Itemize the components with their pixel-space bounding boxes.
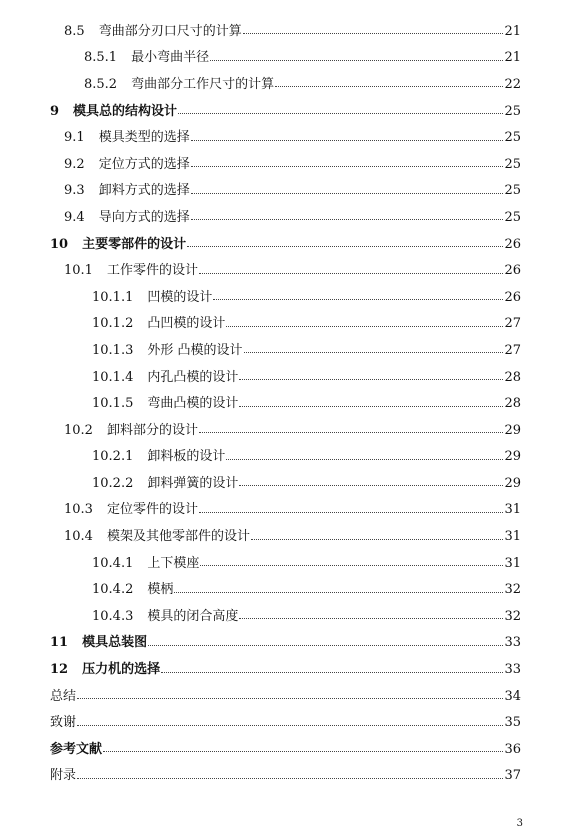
toc-entry-title: 模具类型的选择	[98, 130, 190, 146]
toc-entry-title: 内孔凸模的设计	[147, 369, 239, 385]
toc-entry-number: 8.5.1	[84, 50, 118, 66]
toc-entry-title: 最小弯曲半径	[131, 50, 210, 66]
toc-entry[interactable]	[0, 45, 581, 72]
toc-entry-title: 参考文献	[50, 741, 103, 757]
toc-entry-title: 模架及其他零部件的设计	[106, 529, 250, 545]
toc-entry-number: 10.2.1	[92, 449, 134, 465]
toc-leader-dots	[200, 564, 503, 566]
toc-entry-number: 10.1	[64, 263, 93, 279]
toc-entry[interactable]	[0, 550, 581, 577]
toc-leader-dots	[239, 405, 503, 407]
toc-entry-title: 模具总的结构设计	[73, 103, 178, 119]
toc-entry-number: 9.3	[64, 183, 85, 199]
toc-entry-title: 模具总装图	[82, 635, 148, 651]
toc-entry[interactable]	[0, 497, 581, 524]
toc-entry-title: 模柄	[147, 582, 174, 598]
toc-entry-number: 12	[50, 662, 69, 678]
toc-entry-page: 25	[504, 183, 521, 199]
toc-entry-title: 卸料方式的选择	[98, 183, 190, 199]
toc-entry-page: 25	[504, 130, 521, 146]
toc-entry-title: 外形 凸模的设计	[147, 342, 243, 358]
toc-leader-dots	[148, 644, 503, 646]
toc-entry-page: 35	[504, 715, 521, 731]
toc-entry-number: 10.1.1	[92, 289, 134, 305]
toc-entry-number: 10	[50, 236, 69, 252]
toc-entry[interactable]	[0, 683, 581, 710]
toc-entry[interactable]	[0, 284, 581, 311]
toc-entry[interactable]	[0, 18, 581, 45]
toc-entry-page: 27	[504, 316, 521, 332]
toc-leader-dots	[103, 750, 503, 752]
toc-entry[interactable]	[0, 71, 581, 98]
toc-entry-page: 36	[504, 741, 521, 757]
toc-leader-dots	[199, 511, 503, 513]
toc-entry[interactable]	[0, 204, 581, 231]
toc-entry[interactable]	[0, 257, 581, 284]
toc-entry-page: 25	[504, 156, 521, 172]
toc-leader-dots	[213, 298, 503, 300]
toc-leader-dots	[251, 538, 503, 540]
table-of-contents	[0, 18, 581, 789]
toc-entry-number: 10.3	[64, 502, 93, 518]
toc-entry[interactable]	[0, 231, 581, 258]
toc-entry[interactable]	[0, 523, 581, 550]
toc-leader-dots	[239, 378, 503, 380]
toc-entry-title: 总结	[50, 688, 77, 704]
toc-entry-title: 卸料板的设计	[147, 449, 226, 465]
toc-entry-title: 导向方式的选择	[98, 209, 190, 225]
toc-entry-number: 10.1.3	[92, 342, 134, 358]
toc-entry-page: 37	[504, 768, 521, 784]
toc-leader-dots	[199, 272, 503, 274]
toc-leader-dots	[226, 458, 503, 460]
toc-entry[interactable]	[0, 311, 581, 338]
toc-entry-title: 卸料弹簧的设计	[147, 475, 239, 491]
toc-entry-title: 致谢	[50, 715, 77, 731]
toc-entry-number: 9	[50, 103, 60, 119]
toc-entry[interactable]	[0, 656, 581, 683]
toc-entry-page: 33	[504, 635, 521, 651]
toc-entry-title: 压力机的选择	[82, 662, 161, 678]
toc-leader-dots	[77, 697, 503, 699]
toc-entry-page: 31	[504, 529, 521, 545]
toc-leader-dots	[244, 351, 504, 353]
toc-entry-page: 32	[504, 608, 521, 624]
toc-entry-title: 弯曲部分刃口尺寸的计算	[98, 23, 242, 39]
toc-leader-dots	[191, 139, 504, 141]
toc-entry-number: 8.5.2	[84, 76, 118, 92]
toc-entry-title: 凸凹模的设计	[147, 316, 226, 332]
toc-entry-page: 26	[504, 263, 521, 279]
toc-entry-number: 10.1.2	[92, 316, 134, 332]
toc-entry-number: 9.1	[64, 130, 85, 146]
toc-entry-title: 主要零部件的设计	[82, 236, 187, 252]
toc-entry-number: 10.4	[64, 529, 93, 545]
toc-entry-title: 工作零件的设计	[106, 263, 198, 279]
toc-leader-dots	[226, 325, 503, 327]
toc-entry[interactable]	[0, 763, 581, 790]
toc-leader-dots	[239, 617, 503, 619]
toc-leader-dots	[243, 32, 504, 34]
toc-entry[interactable]	[0, 124, 581, 151]
toc-leader-dots	[191, 165, 504, 167]
toc-entry-number: 10.4.3	[92, 608, 134, 624]
toc-entry-page: 28	[504, 369, 521, 385]
toc-entry-title: 定位方式的选择	[98, 156, 190, 172]
toc-entry-number: 9.2	[64, 156, 85, 172]
page-number: 3	[516, 818, 523, 829]
toc-entry[interactable]	[0, 151, 581, 178]
toc-entry[interactable]	[0, 178, 581, 205]
toc-entry-page: 25	[504, 103, 521, 119]
toc-entry[interactable]	[0, 444, 581, 471]
toc-leader-dots	[161, 671, 503, 673]
toc-entry[interactable]	[0, 417, 581, 444]
toc-entry-number: 10.1.5	[92, 396, 134, 412]
toc-leader-dots	[174, 591, 503, 593]
toc-entry-number: 10.4.2	[92, 582, 134, 598]
toc-entry-page: 25	[504, 209, 521, 225]
toc-entry-title: 弯曲凸模的设计	[147, 396, 239, 412]
toc-entry-page: 26	[504, 236, 521, 252]
toc-leader-dots	[178, 112, 503, 114]
toc-entry-page: 31	[504, 502, 521, 518]
toc-entry[interactable]	[0, 736, 581, 763]
toc-entry-title: 模具的闭合高度	[147, 608, 239, 624]
toc-entry-page: 27	[504, 342, 521, 358]
toc-entry[interactable]	[0, 603, 581, 630]
toc-entry-page: 29	[504, 475, 521, 491]
toc-entry-title: 凹模的设计	[147, 289, 213, 305]
toc-entry-page: 33	[504, 662, 521, 678]
toc-entry-number: 10.1.4	[92, 369, 134, 385]
toc-leader-dots	[77, 777, 503, 779]
toc-entry-number: 8.5	[64, 23, 85, 39]
toc-leader-dots	[210, 59, 503, 61]
toc-entry[interactable]	[0, 576, 581, 603]
toc-entry-page: 34	[504, 688, 521, 704]
toc-entry[interactable]	[0, 630, 581, 657]
toc-entry[interactable]	[0, 364, 581, 391]
toc-entry-title: 卸料部分的设计	[106, 422, 198, 438]
toc-entry[interactable]	[0, 390, 581, 417]
toc-leader-dots	[187, 245, 503, 247]
toc-leader-dots	[275, 85, 503, 87]
toc-leader-dots	[199, 431, 503, 433]
toc-entry[interactable]	[0, 709, 581, 736]
toc-entry-page: 29	[504, 422, 521, 438]
toc-entry-title: 附录	[50, 768, 77, 784]
toc-entry-page: 21	[504, 50, 521, 66]
toc-leader-dots	[239, 484, 503, 486]
toc-entry[interactable]	[0, 337, 581, 364]
toc-entry-title: 弯曲部分工作尺寸的计算	[131, 76, 275, 92]
toc-entry[interactable]	[0, 98, 581, 125]
toc-entry-number: 10.2	[64, 422, 93, 438]
toc-entry-number: 10.4.1	[92, 555, 134, 571]
toc-leader-dots	[191, 192, 504, 194]
toc-entry-number: 10.2.2	[92, 475, 134, 491]
toc-entry-page: 21	[504, 23, 521, 39]
toc-leader-dots	[191, 218, 504, 220]
toc-leader-dots	[77, 724, 503, 726]
toc-entry-number: 11	[50, 635, 69, 651]
toc-entry-number: 9.4	[64, 209, 85, 225]
toc-entry-page: 32	[504, 582, 521, 598]
toc-entry[interactable]	[0, 470, 581, 497]
toc-entry-title: 上下模座	[147, 555, 200, 571]
toc-entry-page: 28	[504, 396, 521, 412]
toc-entry-page: 31	[504, 555, 521, 571]
toc-entry-title: 定位零件的设计	[106, 502, 198, 518]
toc-entry-page: 22	[504, 76, 521, 92]
toc-entry-page: 26	[504, 289, 521, 305]
toc-entry-page: 29	[504, 449, 521, 465]
